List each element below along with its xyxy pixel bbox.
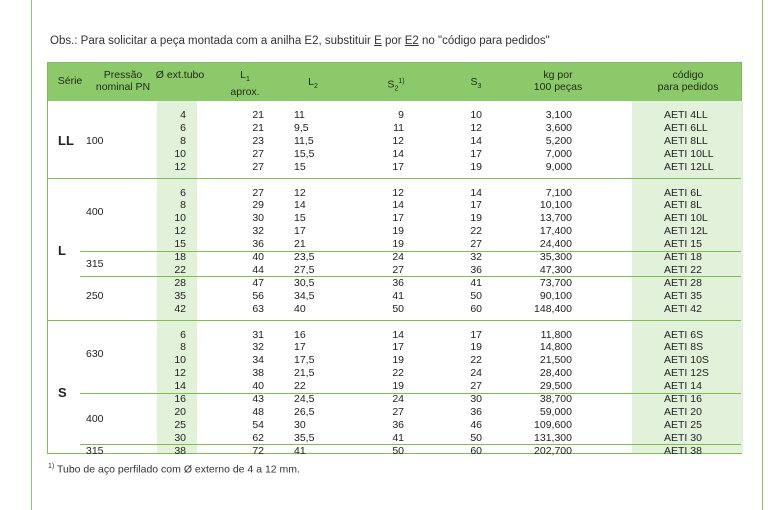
cell-diameter: 6 — [180, 121, 186, 134]
cell-l1: 40 — [252, 380, 264, 393]
cell-l1: 27 — [252, 160, 264, 173]
cell-s3: 24 — [470, 367, 482, 380]
cell-codigo: AETI 4LL — [664, 109, 708, 121]
cell-l2: 15 — [294, 160, 306, 173]
cell-weight: 11,800 — [540, 328, 572, 341]
cell-codigo: AETI 35 — [664, 289, 702, 302]
cell-codigo: AETI 38 — [664, 444, 702, 457]
cell-weight: 13,700 — [539, 212, 572, 225]
cell-s2: 12 — [392, 134, 404, 147]
cell-l2: 12 — [294, 186, 306, 199]
cell-s3: 19 — [470, 212, 482, 225]
cell-codigo: AETI 30 — [664, 431, 702, 444]
pressure-label: 250 — [86, 290, 104, 303]
cell-s2: 17 — [392, 341, 404, 354]
cell-l2: 9,5 — [294, 121, 309, 134]
cell-l1: 54 — [252, 418, 264, 431]
footnote-mark: 1) — [48, 463, 55, 470]
header-kg-line1: kg por — [543, 69, 573, 81]
pressure-label: 400 — [86, 412, 104, 425]
cell-l1: 44 — [252, 263, 264, 276]
pressure-label: 315 — [86, 257, 104, 270]
cell-s3: 60 — [470, 302, 482, 315]
observation-note — [50, 35, 550, 47]
header-serie: Série — [57, 75, 83, 87]
cell-l1: 31 — [252, 328, 264, 341]
header-l2-sub: 2 — [313, 83, 318, 91]
header-l1 — [220, 69, 270, 98]
cell-weight: 14,800 — [539, 341, 572, 354]
cell-weight: 47,300 — [539, 263, 572, 276]
cell-codigo: AETI 15 — [664, 238, 702, 251]
group-divider — [48, 178, 741, 179]
header-codigo — [648, 69, 728, 93]
cell-l1: 36 — [252, 238, 264, 251]
cell-s3: 22 — [470, 225, 482, 238]
cell-s3: 41 — [470, 276, 482, 289]
cell-s3: 30 — [470, 393, 482, 405]
header-s2-footnote-mark: 1) — [398, 78, 405, 85]
header-pressao-line1: Pressão — [103, 69, 143, 81]
header-l2 — [298, 76, 328, 93]
cell-s3: 32 — [470, 251, 482, 263]
header-s3-sub: 3 — [477, 83, 482, 91]
cell-codigo: AETI 42 — [664, 302, 702, 315]
cell-weight: 109,600 — [534, 418, 572, 431]
cell-l2: 23,5 — [294, 251, 315, 263]
group-divider — [48, 320, 741, 321]
cell-s3: 46 — [470, 418, 482, 431]
header-s2-sub: 2 — [394, 85, 399, 93]
cell-codigo: AETI 10L — [664, 212, 708, 225]
cell-l2: 17 — [294, 341, 306, 354]
cell-l2: 30,5 — [294, 276, 315, 289]
cell-s2: 19 — [392, 225, 404, 238]
cell-diameter: 8 — [180, 134, 186, 147]
header-s3-letter: S — [470, 76, 478, 88]
cell-l1: 32 — [252, 341, 264, 354]
serie-label: S — [58, 385, 67, 400]
obs-e2: E2 — [404, 35, 419, 47]
cell-diameter: 28 — [174, 276, 186, 289]
cell-codigo: AETI 28 — [664, 276, 702, 289]
cell-weight: 38,700 — [539, 393, 572, 405]
cell-s3: 50 — [470, 431, 482, 444]
cell-weight: 3,100 — [545, 109, 572, 121]
cell-l2: 26,5 — [294, 405, 315, 418]
cell-weight: 17,400 — [539, 225, 572, 238]
cell-s3: 27 — [470, 380, 482, 393]
cell-s2: 19 — [392, 380, 404, 393]
cell-s3: 12 — [470, 121, 482, 134]
cell-l1: 72 — [252, 444, 264, 457]
cell-weight: 29,500 — [539, 380, 572, 393]
cell-codigo: AETI 12LL — [664, 160, 714, 173]
cell-diameter: 12 — [174, 160, 186, 173]
header-kg — [518, 69, 598, 93]
cell-codigo: AETI 25 — [664, 418, 702, 431]
cell-l1: 21 — [252, 109, 264, 121]
cell-diameter: 42 — [174, 302, 186, 315]
cell-weight: 21,500 — [539, 354, 572, 367]
cell-weight: 24,400 — [539, 238, 572, 251]
cell-weight: 148,400 — [534, 302, 572, 315]
cell-l1: 21 — [252, 121, 264, 134]
cell-diameter: 6 — [180, 186, 186, 199]
cell-l2: 35,5 — [294, 431, 315, 444]
cell-s2: 50 — [392, 444, 404, 457]
cell-l2: 21,5 — [294, 367, 315, 380]
cell-diameter: 25 — [174, 418, 186, 431]
cell-codigo: AETI 8S — [664, 341, 704, 354]
cell-codigo: AETI 10LL — [664, 147, 714, 160]
cell-l2: 22 — [294, 380, 306, 393]
cell-weight: 202,700 — [534, 444, 572, 457]
cell-codigo: AETI 18 — [664, 251, 702, 263]
cell-l1: 34 — [252, 354, 264, 367]
cell-diameter: 38 — [174, 444, 186, 457]
cell-l2: 15,5 — [294, 147, 315, 160]
cell-s2: 41 — [392, 289, 404, 302]
cell-s3: 22 — [470, 354, 482, 367]
cell-weight: 3,600 — [545, 121, 572, 134]
cell-diameter: 6 — [180, 328, 186, 341]
cell-s2: 11 — [393, 121, 404, 134]
cell-s2: 19 — [392, 354, 404, 367]
cell-s2: 17 — [392, 212, 404, 225]
header-l1-sub: 1 — [245, 76, 250, 84]
cell-l1: 47 — [252, 276, 264, 289]
cell-diameter: 16 — [174, 393, 186, 405]
table-header — [48, 63, 741, 101]
cell-s3: 36 — [470, 405, 482, 418]
cell-diameter: 8 — [180, 199, 186, 212]
serie-label: L — [58, 243, 66, 258]
header-kg-line2: 100 peças — [533, 81, 583, 93]
cell-codigo: AETI 22 — [664, 263, 702, 276]
cell-s2: 24 — [392, 251, 404, 263]
cell-codigo: AETI 12L — [664, 225, 708, 238]
cell-weight: 5,200 — [545, 134, 572, 147]
header-l2-letter: L — [308, 76, 314, 88]
cell-diameter: 12 — [174, 225, 186, 238]
cell-weight: 7,000 — [545, 147, 572, 160]
cell-diameter: 10 — [174, 354, 186, 367]
cell-l1: 32 — [252, 225, 264, 238]
obs-suffix: no "código para pedidos" — [418, 35, 550, 47]
cell-s2: 14 — [392, 147, 404, 160]
cell-l2: 27,5 — [294, 263, 315, 276]
obs-text: Obs.: Para solicitar a peça montada com a anilha E2, substituir — [50, 35, 375, 47]
footnote — [48, 463, 300, 476]
cell-diameter: 20 — [174, 405, 186, 418]
cell-l2: 30 — [294, 418, 306, 431]
obs-e: E — [374, 35, 382, 47]
cell-weight: 28,400 — [539, 367, 572, 380]
cell-l2: 41 — [294, 444, 306, 457]
cell-l1: 29 — [252, 199, 264, 212]
cell-s2: 50 — [392, 302, 404, 315]
cell-s3: 27 — [470, 238, 482, 251]
product-table — [47, 62, 742, 457]
cell-s3: 14 — [470, 134, 482, 147]
cell-s2: 27 — [392, 263, 404, 276]
cell-s2: 22 — [392, 367, 404, 380]
cell-codigo: AETI 20 — [664, 405, 702, 418]
cell-s3: 17 — [470, 199, 482, 212]
cell-weight: 131,300 — [534, 431, 572, 444]
cell-codigo: AETI 6L — [664, 186, 702, 199]
cell-s2: 14 — [392, 328, 404, 341]
pressure-label: 630 — [86, 347, 104, 360]
header-l1-aprox: aprox. — [230, 86, 260, 99]
cell-l1: 30 — [252, 212, 264, 225]
cell-diameter: 35 — [174, 289, 186, 302]
cell-s2: 17 — [392, 160, 404, 173]
cell-codigo: AETI 14 — [664, 380, 702, 393]
header-diameter: Ø ext.tubo — [155, 69, 205, 81]
cell-s3: 14 — [470, 186, 482, 199]
cell-l2: 24,5 — [294, 393, 315, 405]
cell-l2: 34,5 — [294, 289, 315, 302]
cell-weight: 59,000 — [539, 405, 572, 418]
cell-l2: 11,5 — [294, 134, 314, 147]
header-s2-letter: S — [387, 78, 395, 91]
cell-diameter: 15 — [174, 238, 186, 251]
cell-diameter: 30 — [174, 431, 186, 444]
cell-s3: 60 — [470, 444, 482, 457]
cell-s3: 50 — [470, 289, 482, 302]
pressure-label: 100 — [86, 134, 104, 147]
cell-l1: 27 — [252, 186, 264, 199]
header-s2 — [376, 76, 416, 96]
cell-s2: 27 — [392, 405, 404, 418]
cell-diameter: 8 — [180, 341, 186, 354]
cell-l1: 48 — [252, 405, 264, 418]
cell-weight: 35,300 — [539, 251, 572, 263]
cell-diameter: 10 — [174, 147, 186, 160]
obs-por: por — [381, 35, 405, 47]
cell-s2: 36 — [392, 418, 404, 431]
cell-l1: 27 — [252, 147, 264, 160]
cell-s2: 12 — [392, 186, 404, 199]
cell-l2: 40 — [294, 302, 306, 315]
cell-diameter: 10 — [174, 212, 186, 225]
cell-s3: 19 — [470, 341, 482, 354]
cell-weight: 90,100 — [539, 289, 572, 302]
cell-s2: 19 — [392, 238, 404, 251]
cell-s2: 41 — [392, 431, 404, 444]
cell-s2: 24 — [392, 393, 404, 405]
cell-diameter: 14 — [174, 380, 186, 393]
cell-s2: 14 — [392, 199, 404, 212]
cell-l1: 63 — [252, 302, 264, 315]
cell-l2: 21 — [294, 238, 306, 251]
cell-diameter: 18 — [174, 251, 186, 263]
header-codigo-line2: para pedidos — [657, 81, 719, 93]
cell-l1: 62 — [252, 431, 264, 444]
cell-s3: 19 — [470, 160, 482, 173]
cell-s3: 17 — [470, 328, 482, 341]
footnote-text: Tubo de aço perfilado com Ø externo de 4 a 12 mm. — [54, 463, 300, 476]
cell-s3: 17 — [470, 147, 482, 160]
cell-weight: 73,700 — [539, 276, 572, 289]
cell-codigo: AETI 10S — [664, 354, 709, 367]
cell-codigo: AETI 6LL — [664, 121, 708, 134]
cell-s2: 9 — [398, 109, 404, 121]
header-s3 — [461, 76, 491, 93]
cell-s2: 36 — [392, 276, 404, 289]
cell-diameter: 4 — [180, 109, 186, 121]
cell-codigo: AETI 8L — [664, 199, 702, 212]
cell-diameter: 22 — [174, 263, 186, 276]
cell-s3: 36 — [470, 263, 482, 276]
cell-l1: 38 — [252, 367, 264, 380]
pressure-label: 400 — [86, 205, 104, 218]
cell-l2: 17,5 — [294, 354, 315, 367]
cell-l1: 23 — [252, 134, 264, 147]
page-border-right — [762, 0, 763, 510]
pressure-label: 315 — [86, 444, 104, 457]
cell-l2: 16 — [294, 328, 306, 341]
cell-weight: 9,000 — [545, 160, 572, 173]
cell-l1: 40 — [252, 251, 264, 263]
header-codigo-line1: código — [672, 69, 704, 81]
header-pressao-line2: nominal PN — [95, 81, 151, 93]
cell-l2: 17 — [294, 225, 306, 238]
page-border-left — [31, 0, 32, 510]
cell-codigo: AETI 8LL — [664, 134, 708, 147]
cell-codigo: AETI 6S — [664, 328, 704, 341]
cell-s3: 10 — [470, 109, 482, 121]
header-l1-letter: L — [240, 69, 246, 81]
cell-l2: 14 — [294, 199, 306, 212]
cell-codigo: AETI 16 — [664, 393, 702, 405]
cell-l2: 11 — [294, 109, 305, 121]
cell-weight: 7,100 — [545, 186, 572, 199]
cell-l1: 56 — [252, 289, 264, 302]
cell-codigo: AETI 12S — [664, 367, 709, 380]
cell-l2: 15 — [294, 212, 306, 225]
cell-diameter: 12 — [174, 367, 186, 380]
serie-label: LL — [58, 133, 74, 149]
cell-l1: 43 — [252, 393, 264, 405]
cell-weight: 10,100 — [539, 199, 572, 212]
